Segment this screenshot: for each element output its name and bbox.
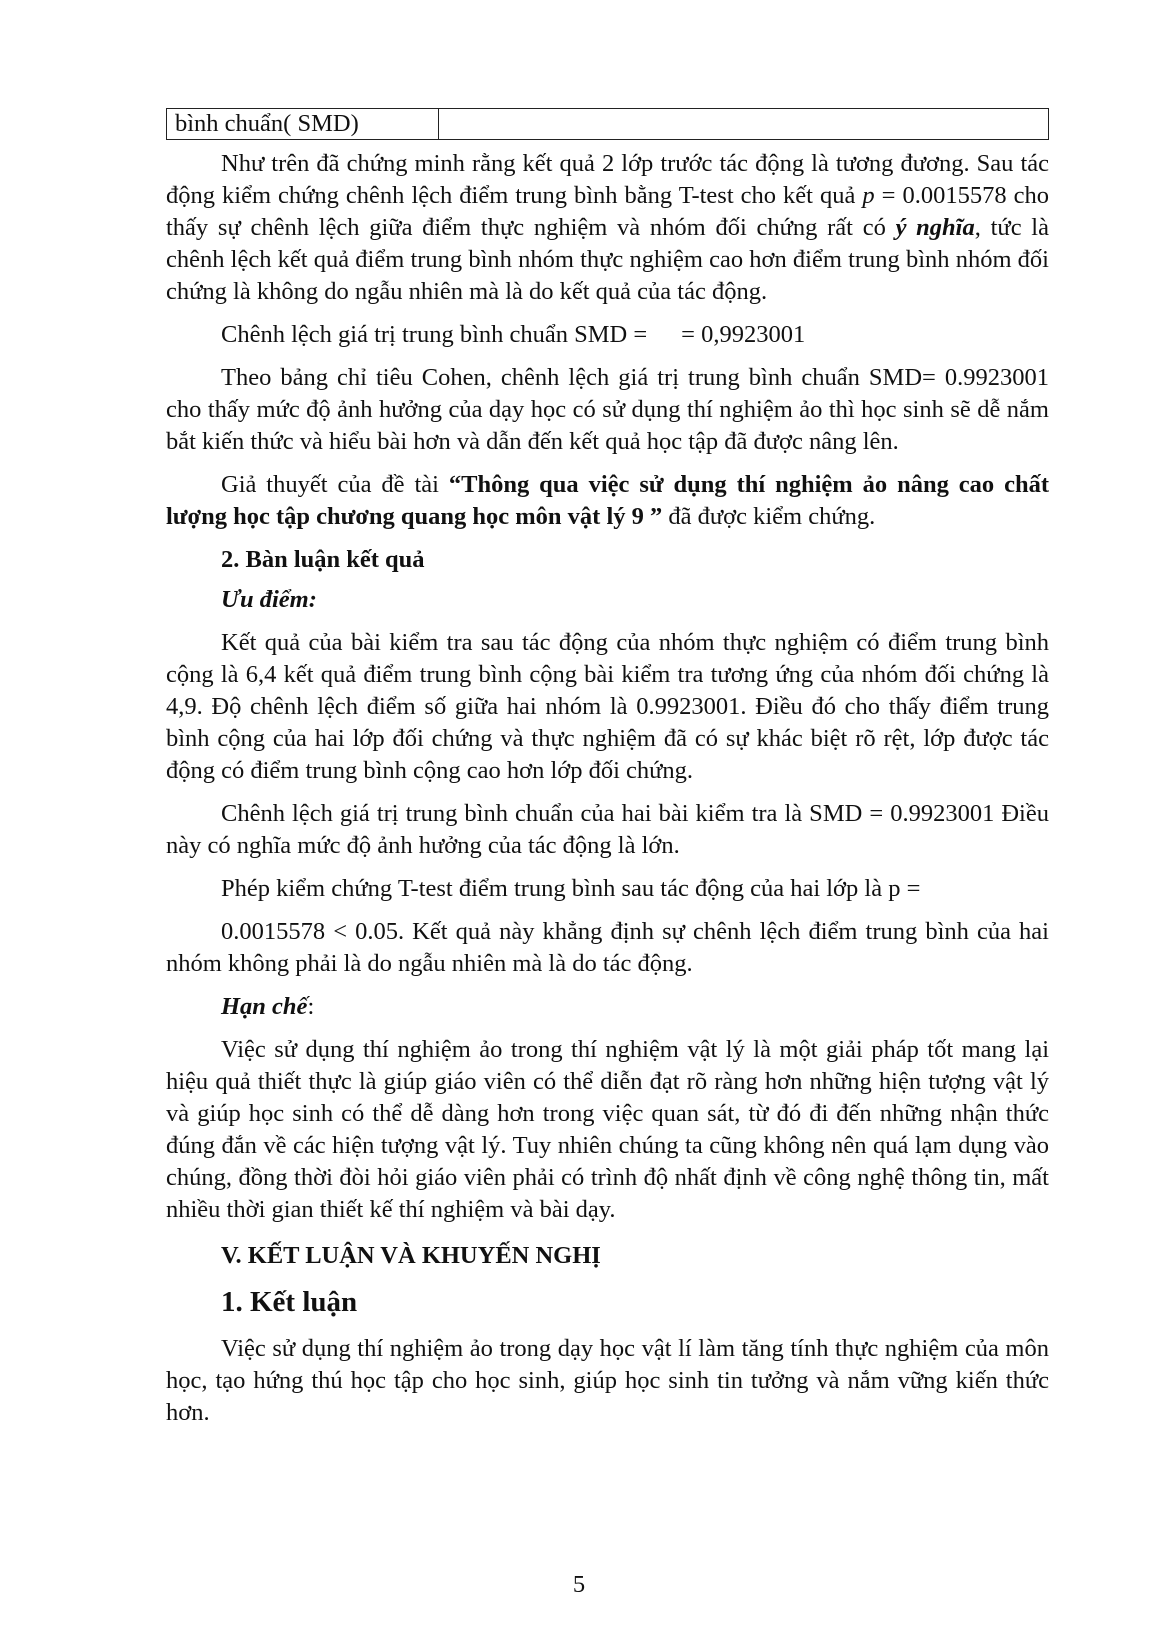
page-content (166, 108, 1049, 1429)
smd-label: Chênh lệch giá trị trung bình chuẩn SMD = (221, 321, 648, 348)
paragraph-conclusion: Việc sử dụng thí nghiệm ảo trong dạy học vật lí làm tăng tính thực nghiệm của môn học, tạo hứng thú học tập cho học sinh, giúp học sinh tin tưởng và nắm vững kiến thức hơn. (166, 1335, 1049, 1426)
paragraph-advantage-4: 0.0015578 < 0.05. Kết quả này khẳng định sự chênh lệch điểm trung bình của hai nhóm không phải là do ngẫu nhiên mà là do tác động. (166, 918, 1049, 977)
label-limitations-colon: : (307, 993, 315, 1020)
paragraph-advantage-3: Phép kiểm chứng T-test điểm trung bình sau tác động của hai lớp là p = (221, 875, 921, 902)
smd-table-fragment (166, 108, 1049, 140)
paragraph-hypothesis (166, 469, 1049, 533)
label-advantages: Ưu điểm: (221, 586, 317, 613)
table-row (167, 109, 1049, 140)
paragraph-cohen: Theo bảng chỉ tiêu Cohen, chênh lệch giá trị trung bình chuẩn SMD= 0.9923001 cho thấy mức độ ảnh hưởng của dạy học có sử dụng thí nghiệm ảo thì học sinh sẽ dễ nắm bắt kiến thức và hiểu bài hơn và dẫn đến kết quả học tập đã được nâng lên. (166, 364, 1049, 455)
heading-discussion: 2. Bàn luận kết quả (221, 546, 425, 573)
paragraph-advantage-2: Chênh lệch giá trị trung bình chuẩn của hai bài kiểm tra là SMD = 0.9923001 Điều này có nghĩa mức độ ảnh hưởng của tác động là lớn. (166, 800, 1049, 859)
paragraph-limitations: Việc sử dụng thí nghiệm ảo trong thí nghiệm vật lý là một giải pháp tốt mang lại hiệu quả thiết thực là giúp giáo viên có thể diễn đạt rõ ràng hơn những hiện tượng vật lý và giúp học sinh có thể dễ dàng hơn trong việc quan sát, từ đó đi đến những nhận thức đúng đắn về các hiện tượng vật lý. Tuy nhiên chúng ta cũng không nên quá lạm dụng vào chúng, đồng thời đòi hỏi giáo viên phải có trình độ nhất định về công nghệ thông tin, mất nhiều thời gian thiết kế thí nghiệm và bài dạy. (166, 1036, 1049, 1223)
heading-section-v: V. KẾT LUẬN VÀ KHUYẾN NGHỊ (221, 1242, 601, 1269)
smd-formula-line (166, 319, 1049, 351)
paragraph-ttest-result (166, 148, 1049, 308)
para1-text-c: , tức là chênh lệch kết quả điểm trung bình nhóm thực nghiệm cao hơn điểm trung bình nhóm đối chứng là không do ngẫu nhiên mà là do kết quả của tác động. (166, 214, 1049, 305)
paragraph-advantage-1: Kết quả của bài kiểm tra sau tác động của nhóm thực nghiệm có điểm trung bình cộng là 6,4 kết quả điểm trung bình cộng bài kiểm tra tương ứng của nhóm đối chứng là 4,9. Độ chênh lệch điểm số giữa hai nhóm là 0.9923001. Điều đó cho thấy điểm trung bình cộng của hai lớp đối chứng và thực nghiệm đã có sự khác biệt rõ rệt, lớp được tác động có điểm trung bình cộng cao hơn lớp đối chứng. (166, 629, 1049, 784)
page-number: 5 (572, 1571, 586, 1598)
label-limitations-text: Hạn chế (221, 993, 308, 1020)
emphasis-meaning: ý nghĩa (895, 214, 975, 241)
smd-value: = 0,9923001 (681, 321, 806, 348)
para1-text-b: = 0.0015578 cho thấy sự chênh lệch giữa điểm thực nghiệm và nhóm đối chứng rất có (166, 182, 1049, 241)
hypothesis-prefix: Giả thuyết của đề tài (221, 471, 449, 498)
table-cell-label: bình chuẩn( SMD) (167, 109, 439, 140)
para1-text-a: Như trên đã chứng minh rằng kết quả 2 lớp trước tác động là tương đương. Sau tác động kiểm chứng chênh lệch điểm trung bình bằng T-test cho kết quả (166, 150, 1049, 209)
heading-conclusion: 1. Kết luận (221, 1286, 358, 1318)
p-symbol: p (862, 182, 875, 209)
table-cell-value (439, 109, 1049, 140)
hypothesis-suffix: đã được kiểm chứng. (662, 503, 876, 530)
label-limitations (166, 991, 1049, 1023)
hypothesis-title: “Thông qua việc sử dụng thí nghiệm ảo nâng cao chất lượng học tập chương quang học môn vật lý 9 ” (166, 471, 1049, 530)
